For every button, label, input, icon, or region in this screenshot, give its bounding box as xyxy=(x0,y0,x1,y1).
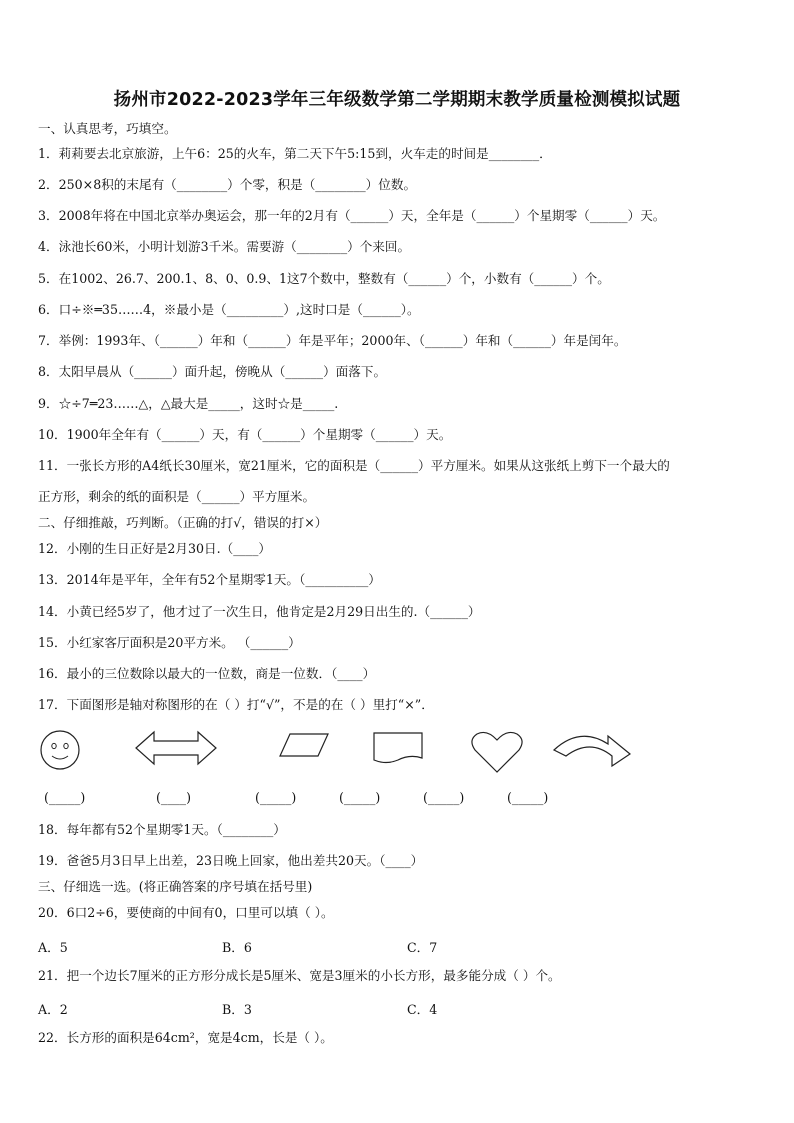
question-4: 4．泳池长60米，小明计划游3千米。需要游（________）个来回。 xyxy=(38,239,411,254)
question-11-continued: 正方形，剩余的纸的面积是（______）平方厘米。 xyxy=(38,489,316,504)
shape-answer-5[interactable]: (_____) xyxy=(423,790,465,805)
shape-row xyxy=(0,730,794,780)
question-7: 7．举例：1993年、（______）年和（______）年是平年；2000年、（______）年和（______）年是闰年。 xyxy=(38,333,627,348)
smiley-face-icon xyxy=(40,730,82,772)
double-arrow-icon xyxy=(134,730,218,766)
question-9: 9．☆÷7═23……△，△最大是_____，这时☆是_____. xyxy=(38,396,339,411)
question-18: 18．每年都有52个星期零1天。（________） xyxy=(38,822,286,837)
question-14: 14．小黄已经5岁了，他才过了一次生日，他肯定是2月29日出生的.（______） xyxy=(38,604,481,619)
heart-icon xyxy=(470,730,524,774)
section-2-heading: 二、仔细推敲，巧判断。（正确的打√，错误的打×） xyxy=(38,515,328,530)
flag-shape-icon xyxy=(372,730,424,766)
question-6: 6．口÷※═35……4，※最小是（_________）,这时口是（______）。 xyxy=(38,302,420,317)
parallelogram-icon xyxy=(278,730,330,760)
question-1: 1．莉莉要去北京旅游，上午6：25的火车，第二天下午5:15到，火车走的时间是________． xyxy=(38,146,552,161)
shape-answer-1[interactable]: (_____) xyxy=(44,790,86,805)
q20-option-c[interactable]: C．7 xyxy=(407,940,438,955)
question-19: 19．爸爸5月3日早上出差，23日晚上回家，他出差共20天。（____） xyxy=(38,853,424,868)
question-3: 3．2008年将在中国北京举办奥运会，那一年的2月有（______）天，全年是（______）个星期零（______）天。 xyxy=(38,208,666,223)
question-15: 15．小红家客厅面积是20平方米。 （______） xyxy=(38,635,301,650)
question-11: 11．一张长方形的A4纸长30厘米，宽21厘米，它的面积是（______）平方厘米。如果从这张纸上剪下一个最大的 xyxy=(38,458,670,473)
section-1-heading: 一、认真思考，巧填空。 xyxy=(38,121,177,136)
question-2: 2．250×8积的末尾有（________）个零，积是（________）位数。 xyxy=(38,177,417,192)
q20-option-b[interactable]: B．6 xyxy=(222,940,252,955)
question-8: 8．太阳早晨从（______）面升起，傍晚从（______）面落下。 xyxy=(38,364,387,379)
q20-option-a[interactable]: A．5 xyxy=(38,940,68,955)
question-5: 5．在1002、26.7、200.1、8、0、0.9、1这7个数中，整数有（______）个，小数有（______）个。 xyxy=(38,271,610,286)
shape-answer-4[interactable]: (_____) xyxy=(339,790,381,805)
question-13: 13．2014年是平年，全年有52个星期零1天。（__________） xyxy=(38,572,381,587)
question-10: 10．1900年全年有（______）天，有（______）个星期零（______）天。 xyxy=(38,427,452,442)
q21-option-a[interactable]: A．2 xyxy=(38,1002,68,1017)
question-21: 21．把一个边长7厘米的正方形分成长是5厘米、宽是3厘米的小长方形，最多能分成（ ）个。 xyxy=(38,968,561,983)
page-title: 扬州市2022-2023学年三年级数学第二学期期末教学质量检测模拟试题 xyxy=(113,90,681,110)
shape-answer-6[interactable]: (_____) xyxy=(507,790,549,805)
shape-answer-2[interactable]: (____) xyxy=(156,790,192,805)
q21-option-b[interactable]: B．3 xyxy=(222,1002,252,1017)
question-12: 12．小刚的生日正好是2月30日.（____） xyxy=(38,541,271,556)
section-3-heading: 三、仔细选一选。(将正确答案的序号填在括号里) xyxy=(38,879,313,894)
q21-option-c[interactable]: C．4 xyxy=(407,1002,438,1017)
question-20: 20．6口2÷6，要使商的中间有0，口里可以填（ ）。 xyxy=(38,905,334,920)
shape-answer-3[interactable]: (_____) xyxy=(255,790,297,805)
question-17: 17．下面图形是轴对称图形的在（ ）打“√”，不是的在（ ）里打“×”． xyxy=(38,697,434,712)
question-16: 16．最小的三位数除以最大的一位数，商是一位数．（____） xyxy=(38,666,376,681)
curved-arrow-icon xyxy=(552,730,634,770)
question-22: 22．长方形的面积是64cm²，宽是4cm，长是（ ）。 xyxy=(38,1030,333,1045)
